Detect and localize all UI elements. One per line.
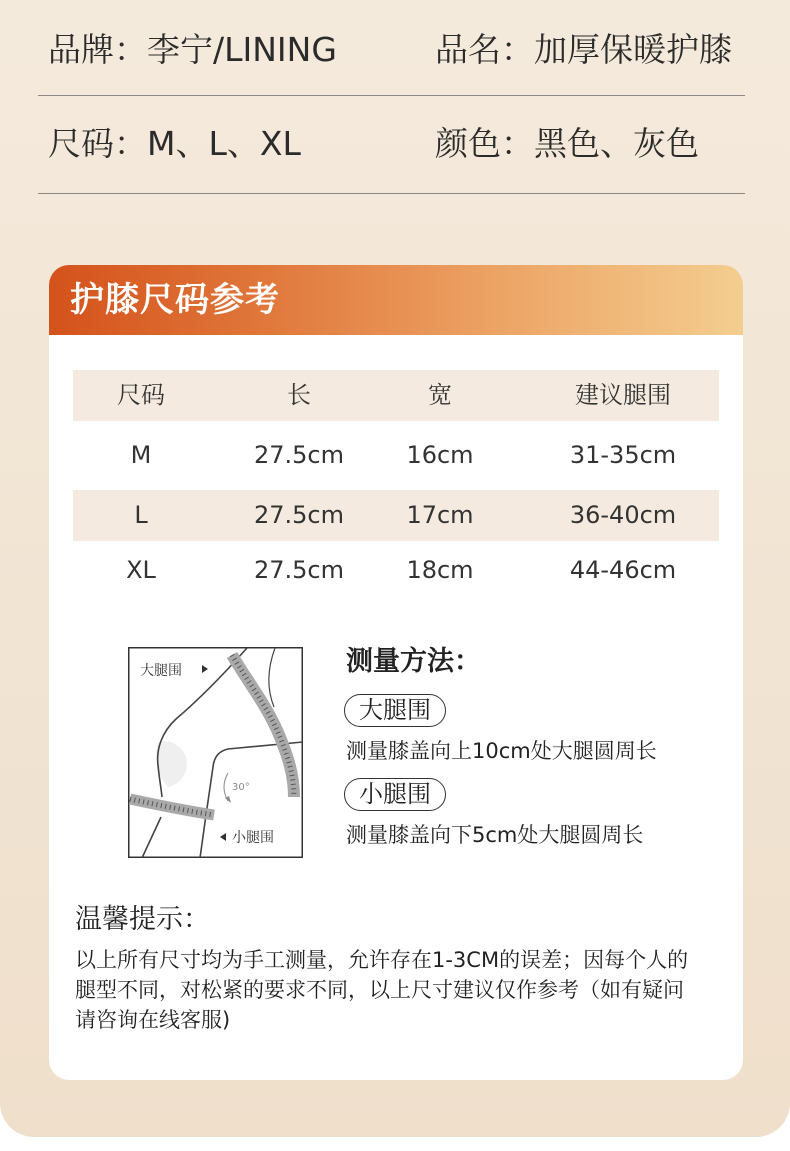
colors-label: 颜色：: [435, 124, 534, 163]
thigh-label: 大腿围: [140, 663, 182, 679]
size-chart-card: [49, 265, 743, 1080]
table-cell: 16cm: [406, 441, 474, 469]
calf-tag: 小腿围: [344, 778, 446, 811]
colors-value: 黑色、灰色: [534, 124, 699, 163]
product-name-info: [435, 28, 732, 72]
table-cell: XL: [126, 556, 156, 584]
thigh-method-text: 测量膝盖向上10cm处大腿圆周长: [346, 739, 657, 763]
table-row: [73, 421, 719, 490]
table-cell: 18cm: [406, 556, 474, 584]
tips-line: 腿型不同，对松紧的要求不同，以上尺寸建议仅作参考（如有疑问: [75, 978, 684, 1002]
thigh-tag: 大腿围: [344, 694, 446, 727]
tips-heading: 温馨提示：: [75, 904, 210, 935]
sizes-label: 尺码：: [48, 124, 147, 163]
tips-paragraph: [75, 945, 725, 1035]
tips-line: 请咨询在线客服): [75, 1008, 231, 1032]
table-cell: 17cm: [406, 501, 474, 529]
product-name-value: 加厚保暖护膝: [534, 30, 732, 69]
measurement-method-heading: 测量方法：: [346, 646, 481, 677]
size-table: [73, 370, 719, 600]
colors-info: [435, 122, 699, 166]
divider-line: [38, 95, 745, 96]
illustration-frame: [129, 648, 303, 858]
table-cell: 27.5cm: [253, 441, 344, 469]
table-header-cell: 宽: [428, 381, 452, 409]
table-row: [73, 490, 719, 541]
brand-label: 品牌：: [48, 30, 147, 69]
knee-diagram: [128, 647, 303, 858]
table-cell: 36-40cm: [569, 501, 677, 529]
table-cell: 44-46cm: [569, 556, 677, 584]
calf-method-text: 测量膝盖向下5cm处大腿圆周长: [346, 823, 644, 847]
table-cell: L: [134, 501, 148, 529]
card-header-bar: [49, 265, 743, 335]
table-cell: 27.5cm: [253, 501, 344, 529]
table-header-cell: 建议腿围: [575, 381, 671, 409]
table-header-cell: 长: [287, 381, 311, 409]
table-cell: M: [130, 441, 152, 469]
calf-label: 小腿围: [232, 830, 274, 846]
knee-measurement-illustration: [128, 647, 303, 858]
sizes-info: [48, 122, 301, 166]
table-cell: 31-35cm: [569, 441, 677, 469]
brand-info: [48, 28, 337, 72]
card-title: 护膝尺码参考: [70, 280, 280, 320]
divider-line: [38, 193, 745, 194]
table-header-row: [73, 370, 719, 421]
table-header-cell: 尺码: [117, 381, 165, 409]
product-name-label: 品名：: [435, 30, 534, 69]
brand-value: 李宁/LINING: [147, 30, 337, 69]
tips-line: 以上所有尺寸均为手工测量，允许存在1-3CM的误差；因每个人的: [75, 948, 689, 972]
sizes-value: M、L、XL: [147, 124, 301, 163]
table-cell: 27.5cm: [253, 556, 344, 584]
table-row: [73, 541, 719, 600]
angle-label: 30°: [232, 782, 250, 793]
